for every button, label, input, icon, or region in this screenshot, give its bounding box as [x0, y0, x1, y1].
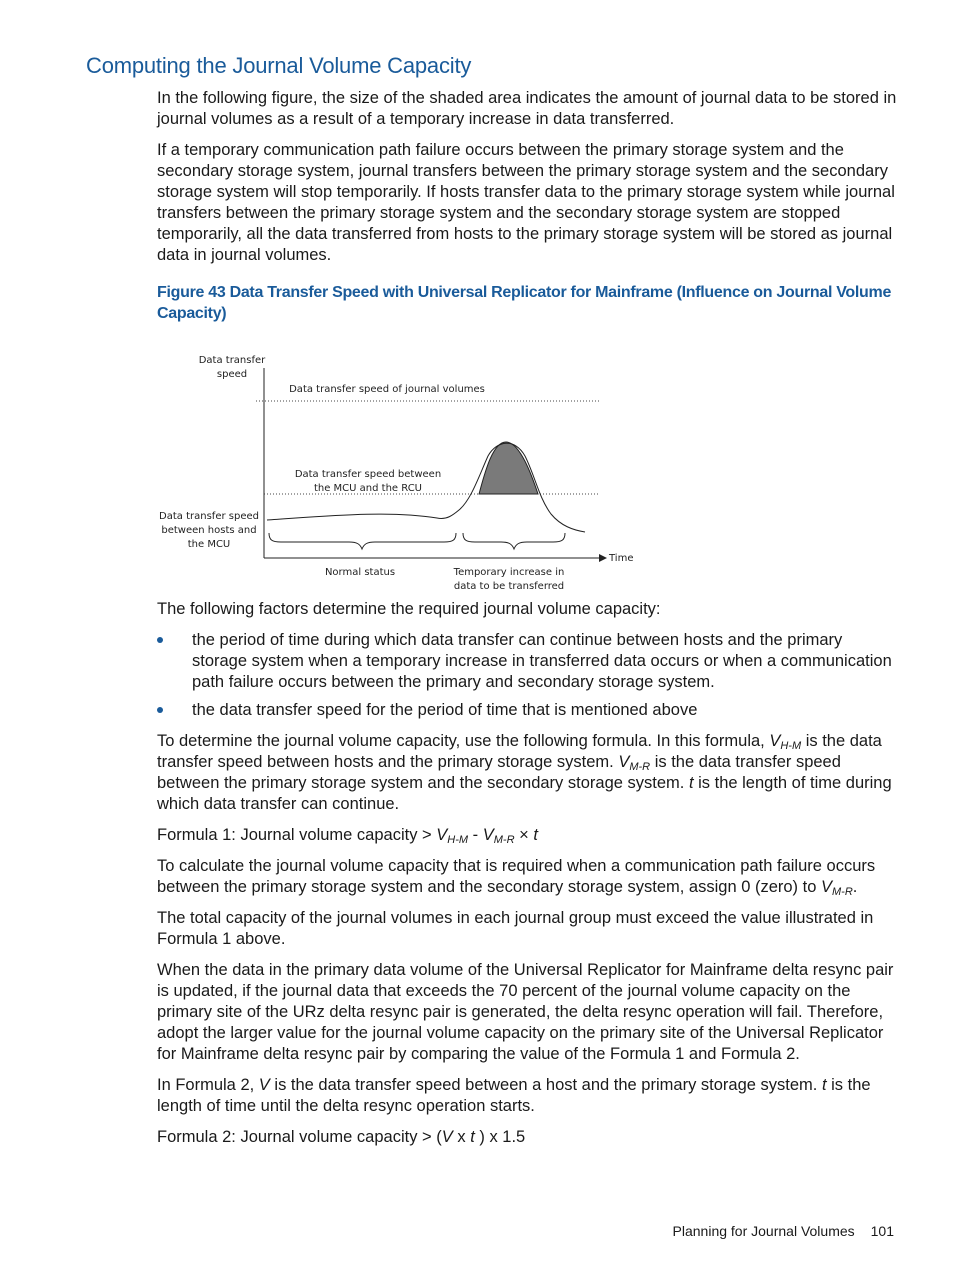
x-axis-arrow [599, 554, 607, 562]
temporary-increase-brace [463, 533, 565, 549]
page-number: 101 [870, 1223, 894, 1239]
section-title: Computing the Journal Volume Capacity [86, 53, 472, 78]
page-footer [673, 1223, 894, 1239]
normal-status-brace [269, 533, 456, 549]
figure-43-diagram [157, 330, 634, 592]
bullet-icon [157, 707, 163, 713]
factor-item-1 [157, 630, 897, 693]
y-axis-label: Data transfer speed [198, 355, 266, 380]
delta-resync-paragraph: When the data in the primary data volume of the Universal Replicator for Mainframe delta resync pair is updated, if the journal data that exceeds the 70 percent of the journal volume capacity on the primary site of the URz delta resync pair is generated, the delta resync operation will fail. Therefore, adopt the larger value for the journal volume capacity on the primary site of the Universal Replicator for Mainframe delta resync pair by comparing the value of the Formula 1 and Formula 2. [157, 961, 894, 1063]
intro-paragraph-2: If a temporary communication path failure occurs between the primary storage system and the secondary storage system, journal transfers between the primary storage system and the secondary storage system will stop temporarily. If hosts transfer data to the primary storage system while journal transfers between the primary storage system and the secondary storage system are stopped temporarily, all the data transferred from hosts to the primary storage system will be stored as journal data in journal volumes. [157, 141, 895, 264]
path-failure-paragraph: To calculate the journal volume capacity that is required when a communication path failure occurs between the primary storage system and the secondary storage system, assign 0 (zero) to $V_{M-R}$. [157, 857, 876, 898]
journal-shaded-area [479, 442, 538, 494]
normal-status-label: Normal status [324, 567, 396, 578]
bullet-icon [157, 637, 163, 643]
factor-text-1: the period of time during which data transfer can continue between hosts and the primary storage system when a temporary increase in transferred data occurs or when a communication path failure occurs between the primary and secondary storage system. [192, 631, 892, 691]
factor-text-2: the data transfer speed for the period of time that is mentioned above [192, 701, 698, 719]
x-axis-label: Time [609, 553, 634, 564]
factor-item-2 [157, 700, 897, 721]
body-content [157, 88, 897, 1158]
temporary-increase-label: Temporary increase in data to be transferred [453, 567, 565, 592]
mcu-rcu-speed-label: Data transfer speed between the MCU and the RCU [294, 469, 442, 494]
formula-2: Formula 2: Journal volume capacity > (V x t ) x 1.5 [157, 1128, 526, 1146]
total-capacity-paragraph: The total capacity of the journal volumes in each journal group must exceed the value illustrated in Formula 1 above. [157, 909, 874, 948]
factors-intro: The following factors determine the required journal volume capacity: [157, 600, 661, 618]
footer-section-title: Planning for Journal Volumes [672, 1223, 855, 1239]
hosts-mcu-speed-label: Data transfer speed between hosts and the MCU [159, 511, 259, 550]
journal-speed-label: Data transfer speed of journal volumes [289, 384, 485, 395]
formula-2-explanation: In Formula 2, V is the data transfer speed between a host and the primary storage system. t is the length of time until the delta resync operation starts. [157, 1076, 871, 1115]
formula-1: Formula 1: Journal volume capacity > $V_{H-M} - V_{M-R} \times t$ [157, 826, 538, 846]
figure-caption: Figure 43 Data Transfer Speed with Universal Replicator for Mainframe (Influence on Journal Volume Capacity) [157, 284, 892, 322]
formula-explanation: To determine the journal volume capacity, use the following formula. In this formula, $V_{H-M}$ is the data transfer speed between hosts and the primary storage system. $V_{M-R}$ is the data transfer speed between the primary storage system and the secondary storage system. t is the length of time during which data transfer can continue. [157, 732, 892, 813]
intro-paragraph-1: In the following figure, the size of the shaded area indicates the amount of journal data to be stored in journal volumes as a result of a temporary increase in data transferred. [157, 89, 897, 128]
factors-list [157, 630, 897, 721]
